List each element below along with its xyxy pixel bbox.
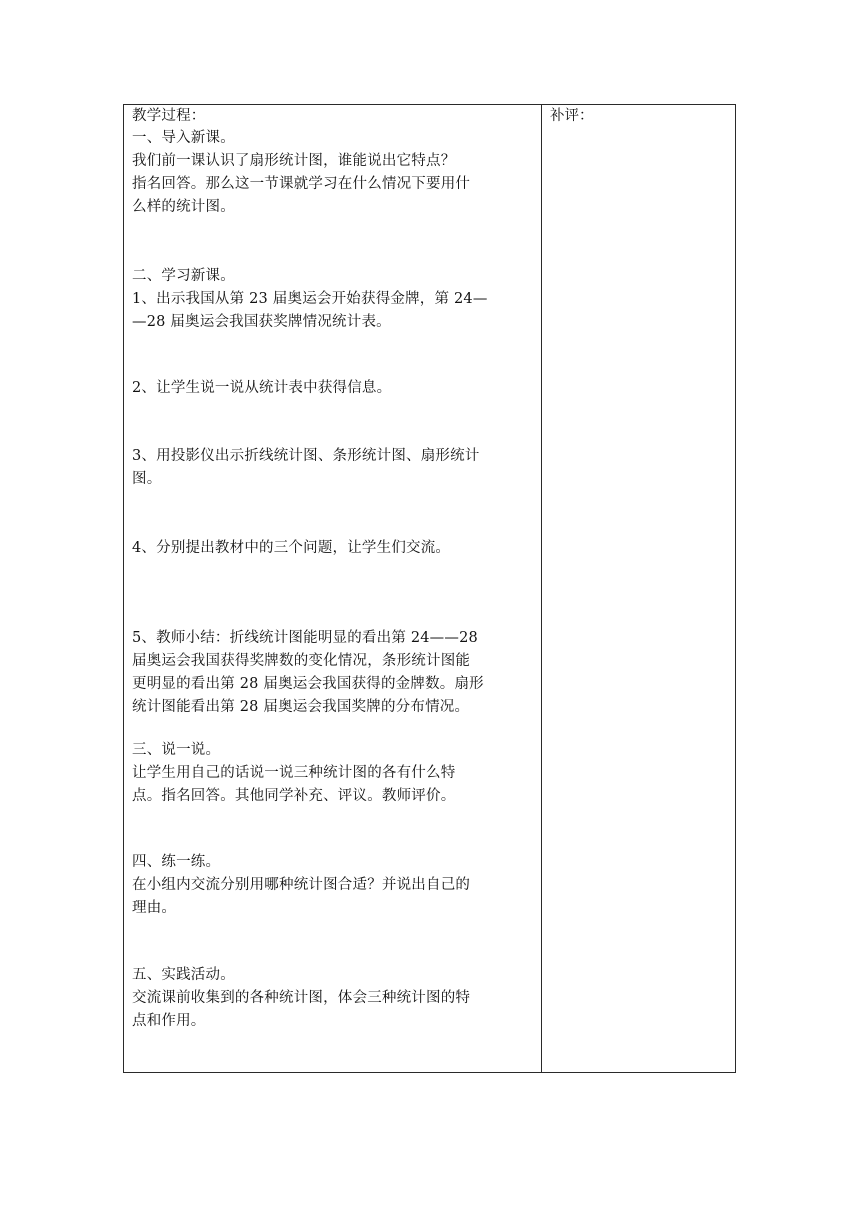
remarks-label: 补评： [550, 108, 594, 124]
teaching-process-cell [124, 105, 542, 1072]
text-line: 点和作用。 [132, 1013, 206, 1029]
text-line: 理由。 [132, 900, 177, 916]
remarks-cell [542, 105, 735, 1072]
text-line: 更明显的看出第 28 届奥运会我国获得的金牌数。扇形 [132, 676, 484, 692]
text-line: 么样的统计图。 [132, 199, 235, 215]
text-line: 统计图能看出第 28 届奥运会我国奖牌的分布情况。 [132, 699, 470, 715]
text-line: 图。 [132, 471, 162, 487]
text-line: 让学生用自己的话说一说三种统计图的各有什么特 [132, 765, 456, 781]
text-line: 3、用投影仪出示折线统计图、条形统计图、扇形统计 [132, 448, 480, 464]
text-line: —28 届奥运会我国获奖牌情况统计表。 [132, 314, 391, 330]
text-line: 1、出示我国从第 23 届奥运会开始获得金牌，第 24— [132, 291, 488, 307]
text-line: 4、分别提出教材中的三个问题，让学生们交流。 [132, 540, 451, 556]
text-line: 交流课前收集到的各种统计图，体会三种统计图的特 [132, 990, 471, 1006]
text-line: 四、练一练。 [132, 854, 221, 870]
text-line: 2、让学生说一说从统计表中获得信息。 [132, 380, 392, 396]
text-line: 届奥运会我国获得奖牌数的变化情况，条形统计图能 [132, 653, 471, 669]
text-line: 在小组内交流分别用哪种统计图合适？并说出自己的 [132, 877, 471, 893]
text-line: 二、学习新课。 [132, 268, 235, 284]
text-line: 一、导入新课。 [132, 130, 235, 146]
text-line: 三、说一说。 [132, 742, 221, 758]
text-line: 5、教师小结：折线统计图能明显的看出第 24——28 [132, 630, 478, 646]
text-line: 我们前一课认识了扇形统计图，谁能说出它特点？ [132, 153, 456, 169]
lesson-plan-table [123, 104, 736, 1073]
text-line: 点。指名回答。其他同学补充、评议。教师评价。 [132, 788, 456, 804]
text-line: 指名回答。那么这一节课就学习在什么情况下要用什 [132, 176, 471, 192]
text-line: 教学过程： [132, 108, 206, 124]
text-line: 五、实践活动。 [132, 967, 235, 983]
